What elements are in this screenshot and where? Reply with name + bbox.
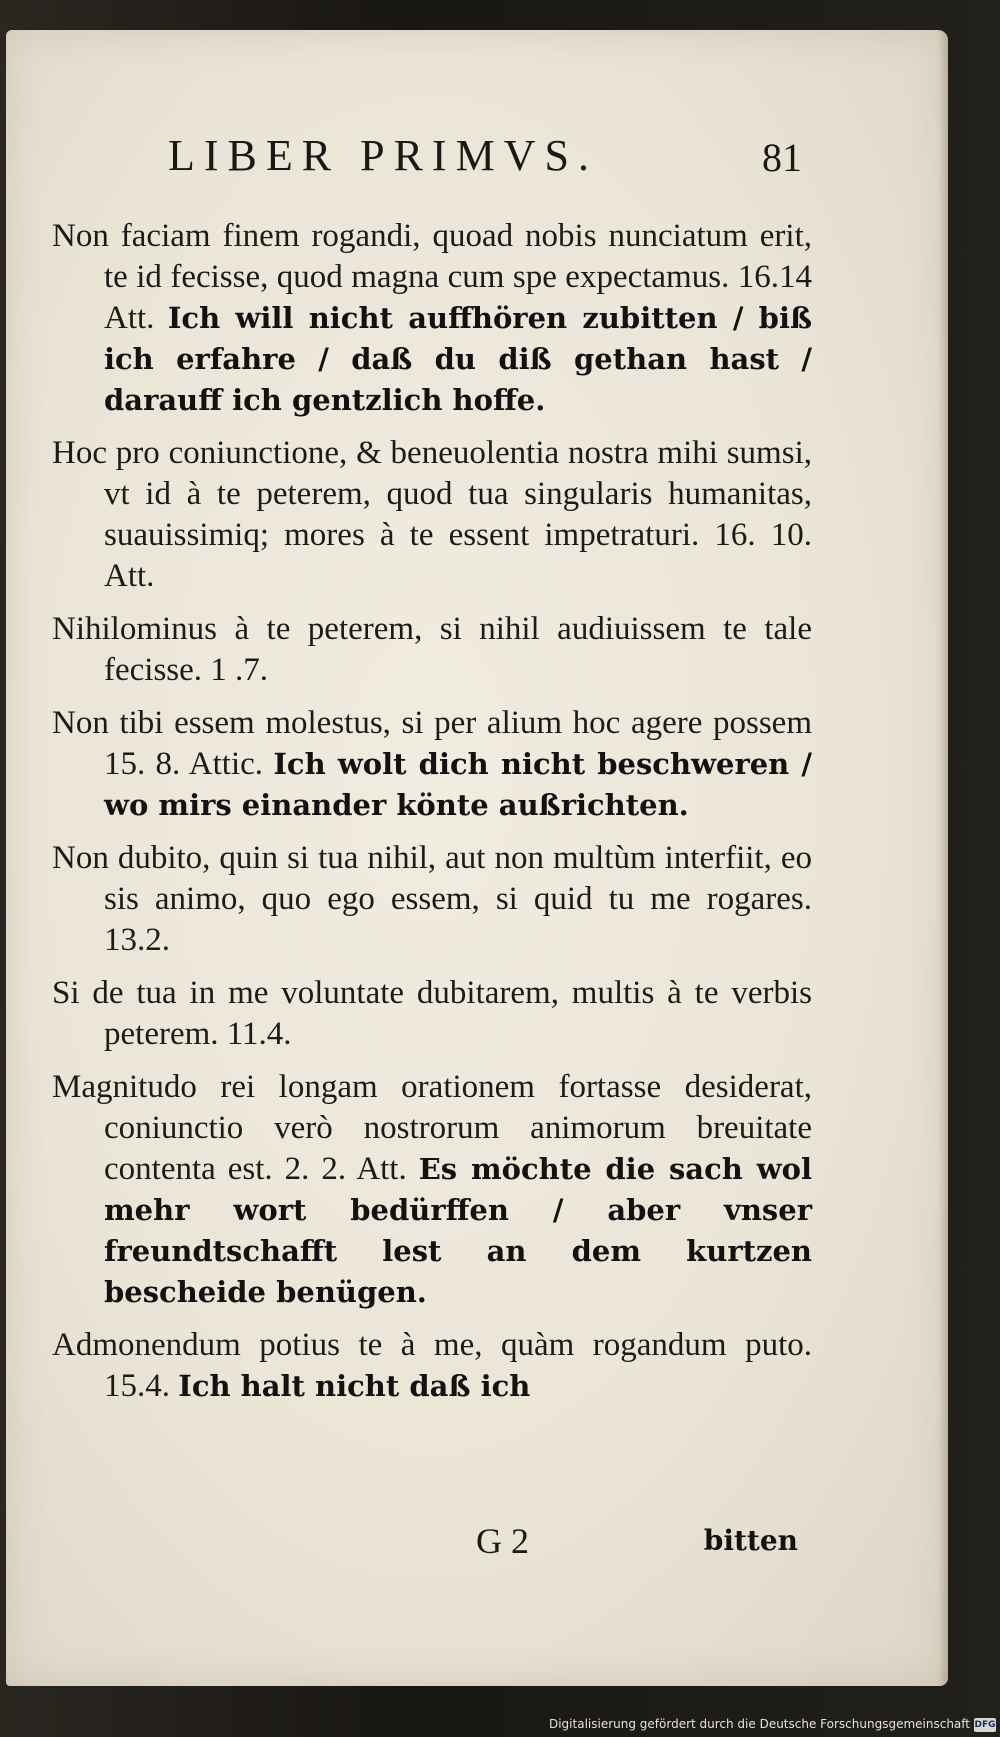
book-page <box>6 30 948 1686</box>
entry <box>52 973 812 1055</box>
entry-latin: Hoc pro coniunctione, & beneuolentia nostra mihi sumsi, vt id à te peterem, quod tua singularis humanitas, suauissimiq; mores à te essent impetraturi. 16. 10. Att. <box>52 435 812 594</box>
entry-latin: Admonendum potius te à me, quàm rogandum puto. 15.4. <box>52 1327 812 1404</box>
page-edge <box>938 30 948 1686</box>
page-footer <box>52 1520 812 1564</box>
entry <box>52 609 812 691</box>
entry <box>52 1325 812 1407</box>
entry-latin: Magnitudo rei longam orationem fortasse desiderat, coniunctio verò nostrorum animorum breuitate contenta est. 2. 2. Att. <box>52 1069 812 1187</box>
digitization-credit: Digitalisierung gefördert durch die Deutsche Forschungsgemeinschaft <box>548 1717 970 1731</box>
folio-number: 81 <box>762 135 802 180</box>
entry-german: Ich wolt dich nicht beschweren / wo mirs einander könte außrichten. <box>104 747 813 822</box>
dfg-logo: DFG <box>974 1720 996 1730</box>
entry-german: Es möchte die sach wol mehr wort bedürffen / aber vnser freundtschafft lest an dem kurtzen bescheide benügen. <box>104 1152 812 1309</box>
entry <box>52 1067 812 1313</box>
entry-latin: Non tibi essem molestus, si per alium hoc agere possem 15. 8. Attic. <box>52 705 812 782</box>
entry-latin: Nihilominus à te peterem, si nihil audiuissem te tale fecisse. 1 .7. <box>52 611 812 688</box>
signature-mark: G 2 <box>476 1521 529 1561</box>
entry-german: Ich will nicht auffhören zubitten / biß ich erfahre / daß du diß gethan hast / darauff ich gentzlich hoffe. <box>104 301 812 417</box>
entry-german: Ich halt nicht daß ich <box>178 1369 531 1403</box>
entry <box>52 216 812 421</box>
catchword: bitten <box>703 1524 798 1557</box>
running-head <box>6 130 948 190</box>
entry <box>52 703 812 826</box>
entry <box>52 433 812 597</box>
running-head-title: LIBER PRIMVS. <box>168 131 598 180</box>
entry <box>52 838 812 961</box>
entry-latin: Non faciam finem rogandi, quoad nobis nunciatum erit, te id fecisse, quod magna cum spe expectamus. 16.14 Att. <box>52 218 812 336</box>
entry-latin: Si de tua in me voluntate dubitarem, multis à te verbis peterem. 11.4. <box>52 975 812 1052</box>
text-block <box>52 216 812 1419</box>
entry-latin: Non dubito, quin si tua nihil, aut non multùm interfiit, eo sis animo, quo ego essem, si quid tu me rogares. 13.2. <box>52 840 812 958</box>
